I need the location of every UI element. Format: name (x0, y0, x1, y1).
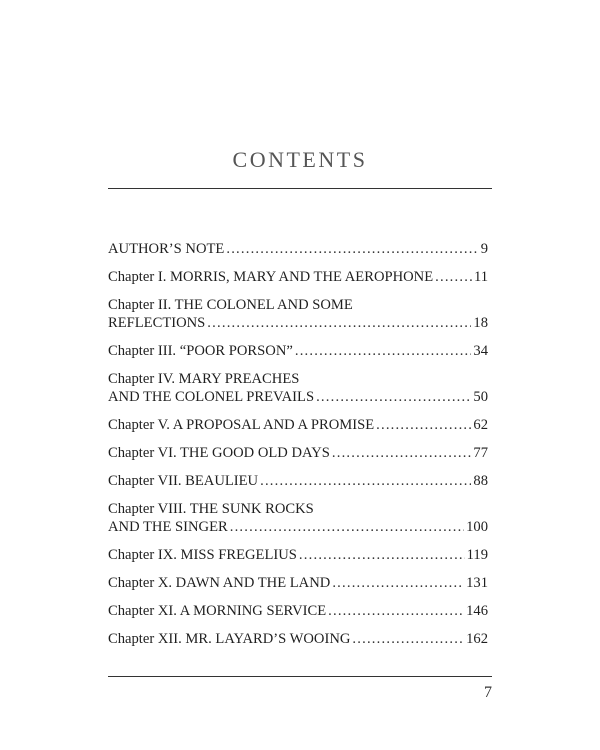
toc-entry-title: Chapter X. DAWN AND THE LAND (108, 575, 331, 591)
toc-entry-page: 34 (473, 343, 488, 359)
toc-entry-page: 77 (473, 445, 488, 461)
toc-entry-title-line: Chapter VIII. THE SUNK ROCKS (108, 501, 314, 517)
leader-dots (316, 388, 471, 406)
toc-entry[interactable] (108, 296, 488, 332)
toc-entry[interactable] (108, 602, 488, 620)
toc-entry-title: Chapter VI. THE GOOD OLD DAYS (108, 445, 330, 461)
toc-entry-title: Chapter III. “POOR PORSON” (108, 343, 293, 359)
toc-entry-title: Chapter IX. MISS FREGELIUS (108, 547, 297, 563)
toc-entry-page: 50 (473, 389, 488, 405)
toc-entry[interactable] (108, 500, 488, 536)
toc-entry-page: 18 (473, 315, 488, 331)
toc-entry[interactable] (108, 444, 488, 462)
toc-entry-title: AUTHOR’S NOTE (108, 241, 225, 257)
leader-dots (376, 416, 471, 434)
leader-dots (260, 472, 471, 490)
toc-entry-title: Chapter VII. BEAULIEU (108, 473, 259, 489)
toc-entry-page: 11 (473, 269, 488, 285)
leader-dots (332, 574, 464, 592)
leader-dots (230, 518, 464, 536)
leader-dots (299, 546, 465, 564)
toc-entry[interactable] (108, 416, 488, 434)
toc-entry-page: 9 (480, 241, 488, 257)
toc-entry-title: AND THE SINGER (108, 519, 228, 535)
leader-dots (332, 444, 472, 462)
leader-dots (295, 342, 472, 360)
toc-entry[interactable] (108, 342, 488, 360)
toc-entry-title-line: Chapter IV. MARY PREACHES (108, 371, 300, 387)
toc-entry-page: 119 (466, 547, 488, 563)
bottom-divider (108, 676, 492, 677)
toc-entry[interactable] (108, 546, 488, 564)
toc-entry-title: Chapter V. A PROPOSAL AND A PROMISE (108, 417, 375, 433)
toc-entry-title: AND THE COLONEL PREVAILS (108, 389, 315, 405)
toc-entry-page: 100 (466, 519, 488, 535)
toc-entry[interactable] (108, 630, 488, 648)
toc-entry-page: 162 (466, 631, 488, 647)
page-title: CONTENTS (232, 147, 368, 172)
page-number: 7 (484, 684, 492, 701)
leader-dots (328, 602, 464, 620)
leader-dots (207, 314, 471, 332)
leader-dots (226, 240, 478, 258)
toc-entry-page: 131 (466, 575, 488, 591)
toc-entry[interactable] (108, 472, 488, 490)
toc-entry-page: 62 (473, 417, 488, 433)
toc-entry-page: 88 (473, 473, 488, 489)
toc-entry-title: Chapter I. MORRIS, MARY AND THE AEROPHONE (108, 269, 434, 285)
toc-entry-title: REFLECTIONS (108, 315, 206, 331)
top-divider (108, 188, 492, 189)
toc-entry-title: Chapter XII. MR. LAYARD’S WOOING (108, 631, 351, 647)
toc-entry-title-line: Chapter II. THE COLONEL AND SOME (108, 297, 353, 313)
leader-dots (352, 630, 464, 648)
leader-dots (435, 268, 472, 286)
toc-entry[interactable] (108, 240, 488, 258)
toc-entry[interactable] (108, 268, 488, 286)
table-of-contents (108, 240, 488, 658)
toc-entry[interactable] (108, 574, 488, 592)
toc-entry-title: Chapter XI. A MORNING SERVICE (108, 603, 327, 619)
toc-entry[interactable] (108, 370, 488, 406)
toc-entry-page: 146 (466, 603, 488, 619)
